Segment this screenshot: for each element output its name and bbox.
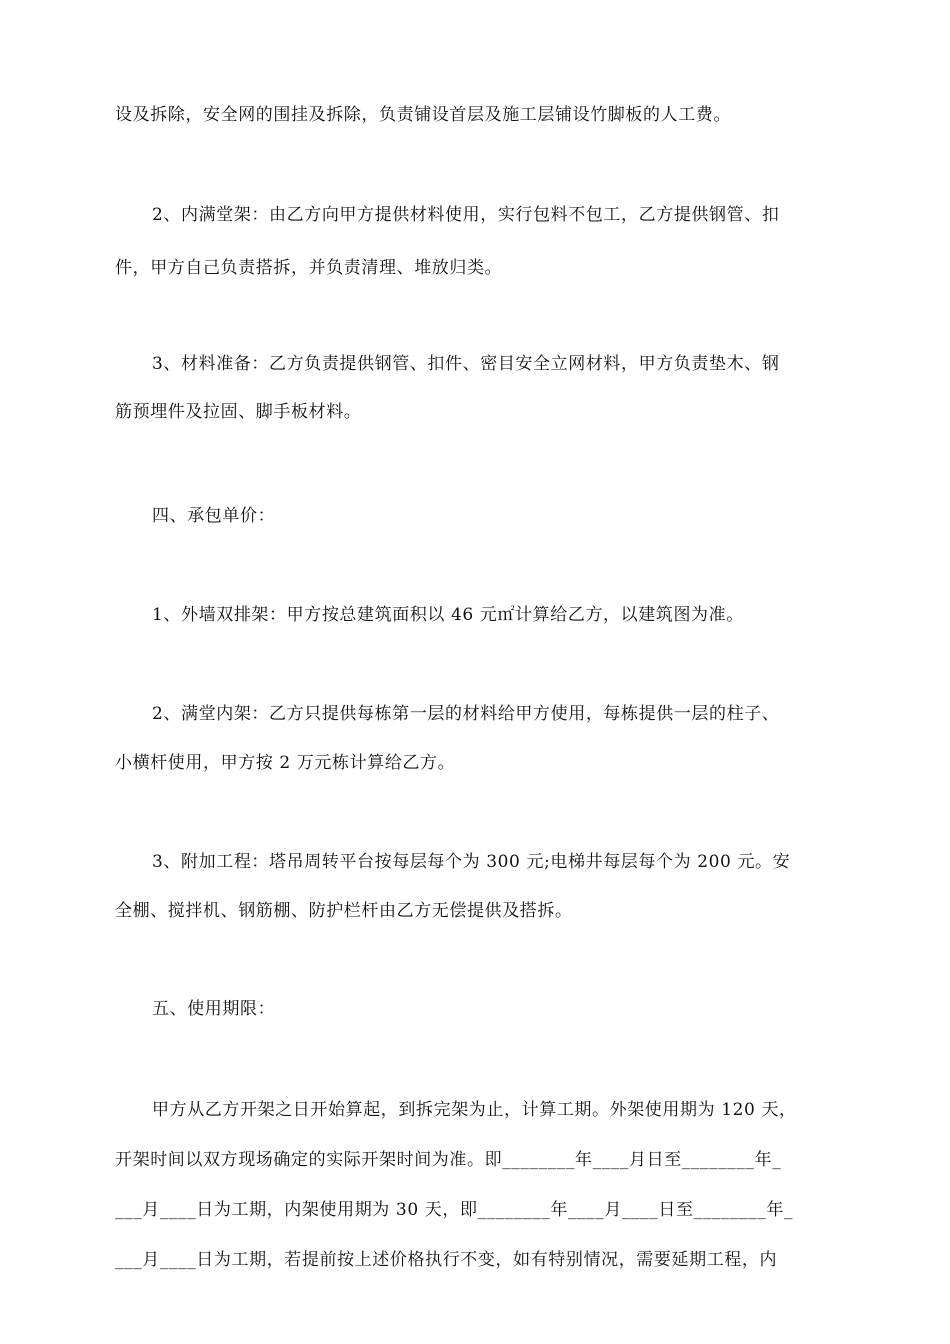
text-line: 开架时间以双方现场确定的实际开架时间为准。即________年____月日至________年_ (115, 1150, 782, 1170)
text-line: 甲方从乙方开架之日开始算起，到拆完架为止，计算工期。外架使用期为 120 天， (152, 1100, 797, 1120)
text-line: ___月____日为工期，若提前按上述价格执行不变，如有特别情况，需要延期工程，内 (115, 1250, 778, 1270)
text-line: 小横杆使用，甲方按 2 万元栋计算给乙方。 (115, 753, 456, 773)
text-line: 2、满堂内架：乙方只提供每栋第一层的材料给甲方使用，每栋提供一层的柱子、 (152, 704, 780, 724)
text-line: 3、材料准备：乙方负责提供钢管、扣件、密目安全立网材料，甲方负责垫木、钢 (152, 354, 780, 374)
text-line: ___月____日为工期，内架使用期为 30 天，即________年____月____日至________年_ (115, 1200, 794, 1220)
text-line: 3、附加工程：塔吊周转平台按每层每个为 300 元;电梯井每层每个为 200 元。安 (152, 852, 791, 872)
text-line: 筋预埋件及拉固、脚手板材料。 (115, 402, 362, 422)
section-heading: 五、使用期限： (152, 999, 276, 1019)
text-line: 件，甲方自己负责搭拆，并负责清理、堆放归类。 (115, 258, 503, 278)
text-line: 全棚、搅拌机、钢筋棚、防护栏杆由乙方无偿提供及搭拆。 (115, 901, 573, 921)
text-line: 设及拆除，安全网的围挂及拆除，负责铺设首层及施工层铺设竹脚板的人工费。 (115, 105, 731, 125)
text-line: 2、内满堂架：由乙方向甲方提供材料使用，实行包料不包工，乙方提供钢管、扣 (152, 205, 780, 225)
text-line: 1、外墙双排架：甲方按总建筑面积以 46 元㎡计算给乙方，以建筑图为准。 (152, 605, 744, 625)
section-heading: 四、承包单价： (152, 506, 276, 526)
